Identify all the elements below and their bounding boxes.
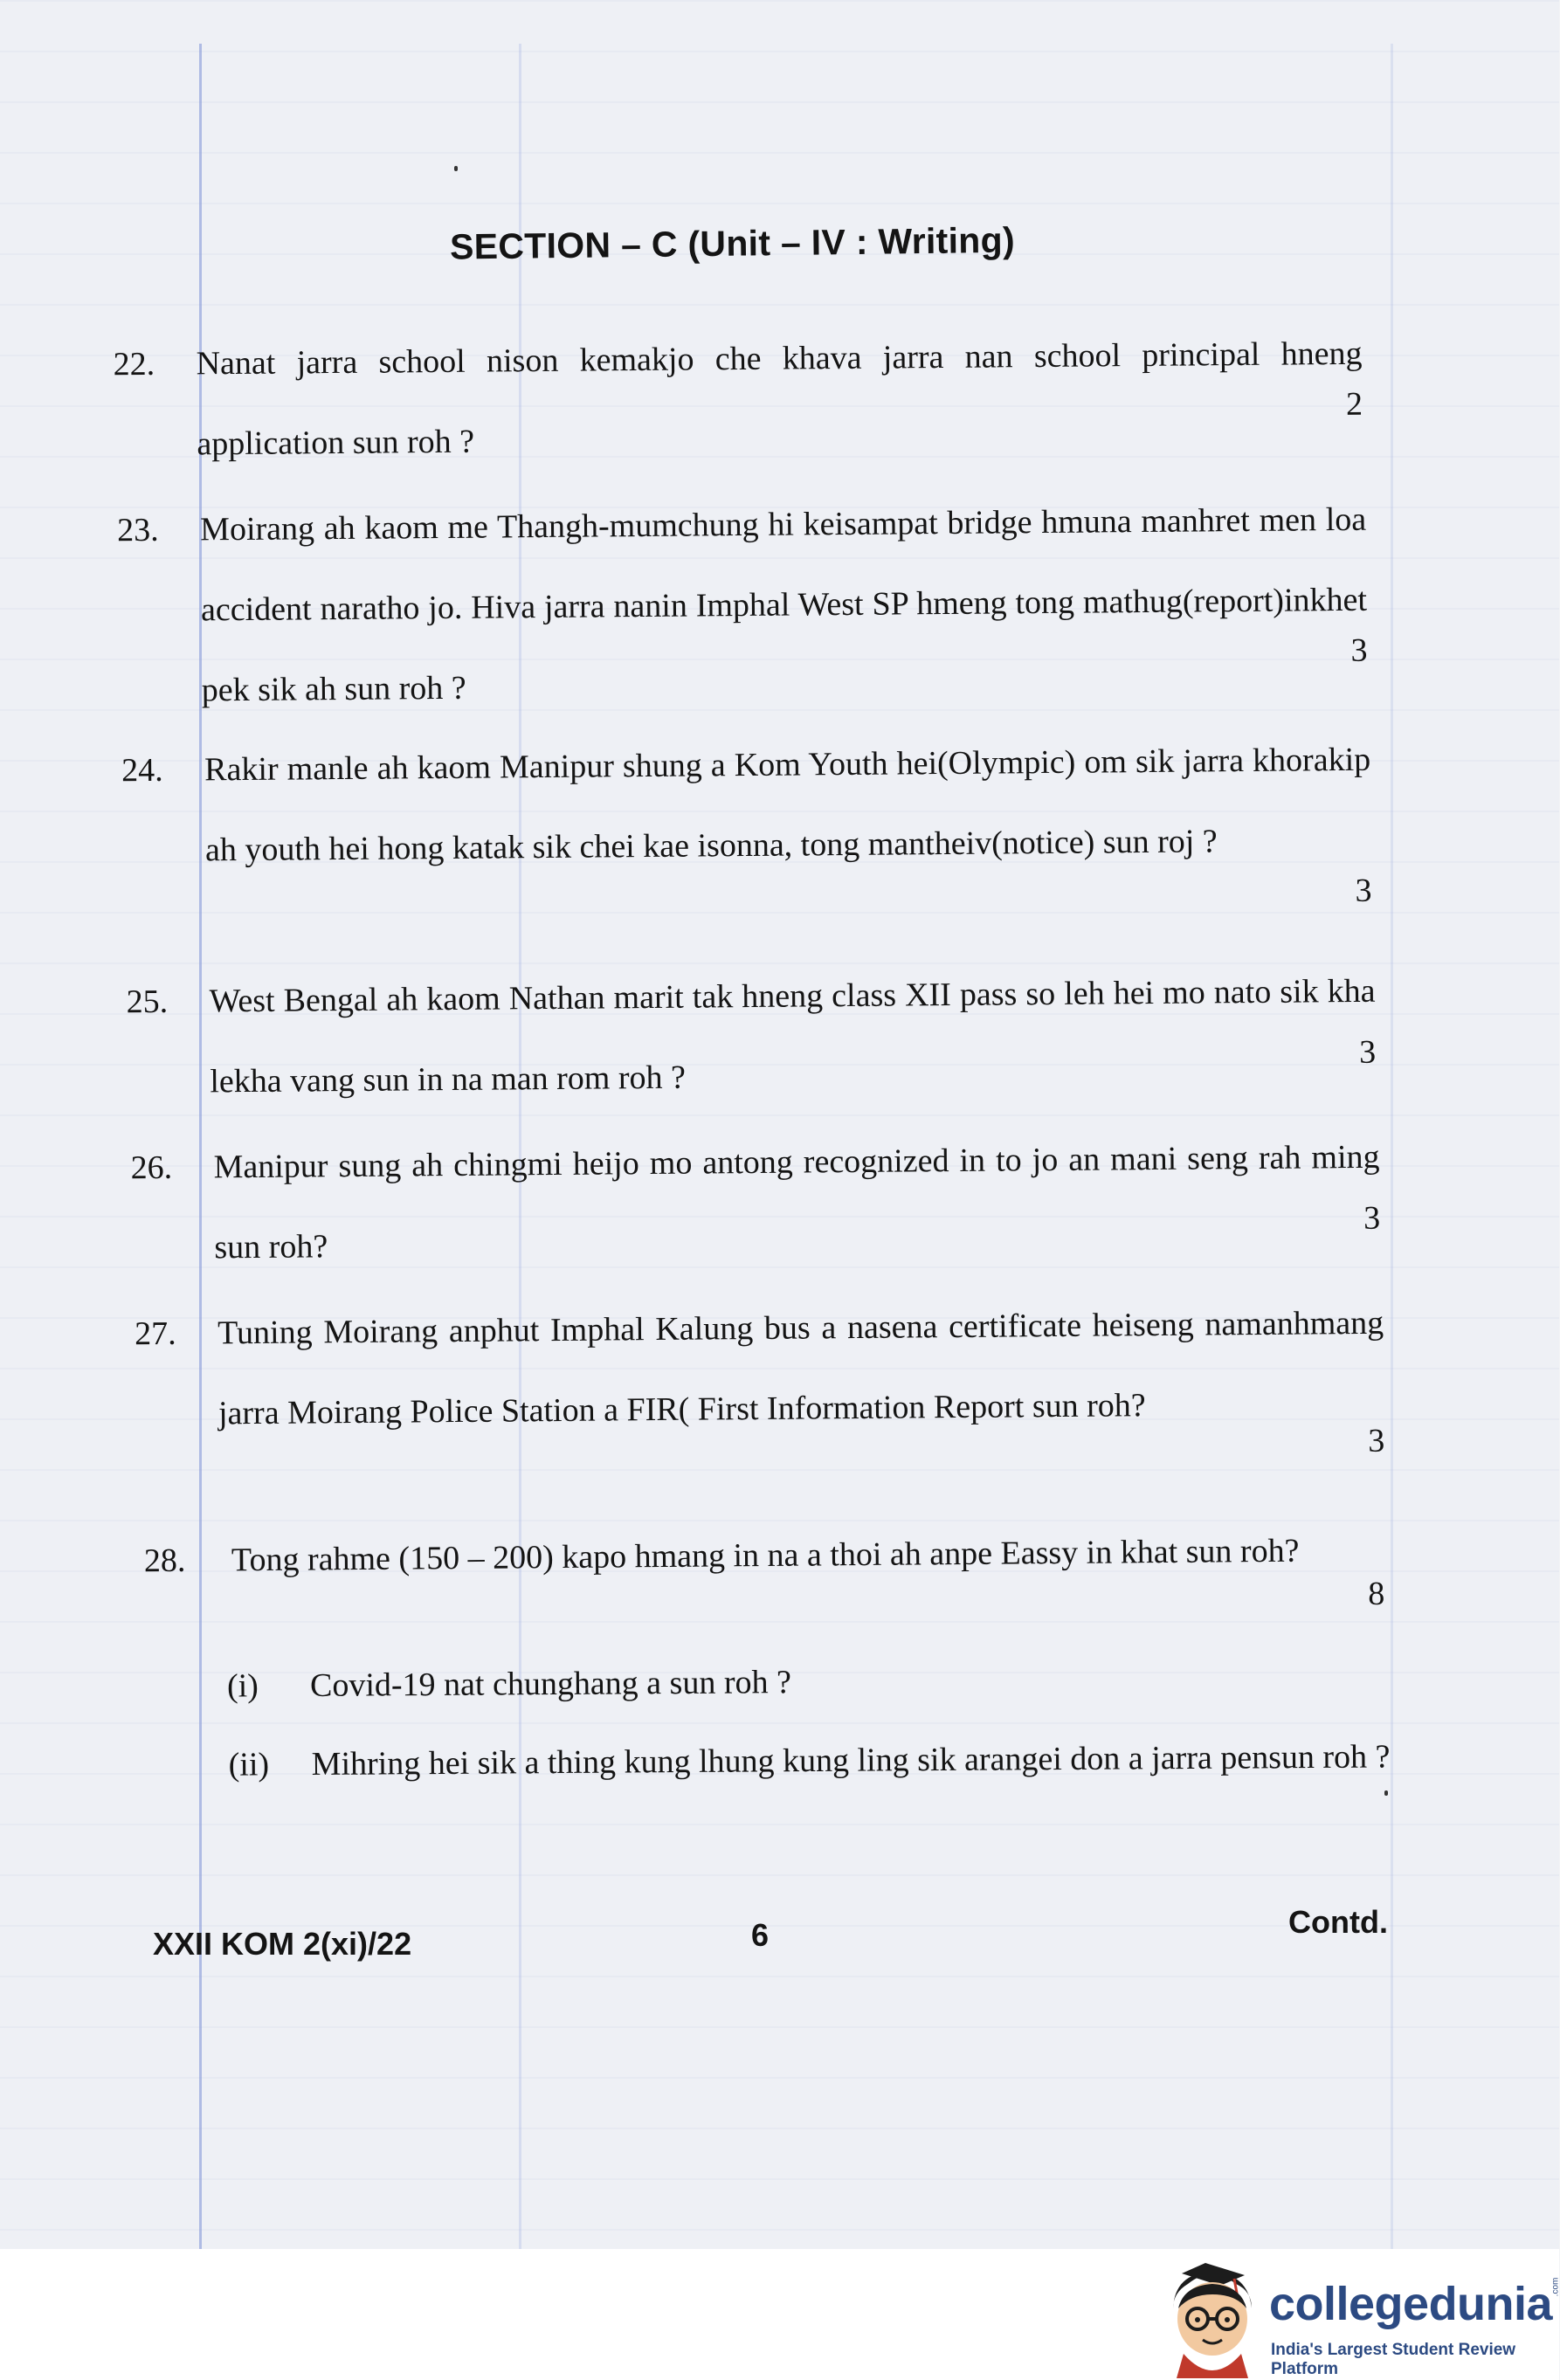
question-number: 26. xyxy=(130,1149,173,1187)
question-28 xyxy=(144,1510,1385,1617)
question-22 xyxy=(113,314,1363,490)
question-marks: 2 xyxy=(1345,385,1363,423)
question-marks: 3 xyxy=(1350,631,1368,669)
question-number: 24. xyxy=(121,751,163,790)
mascot-icon xyxy=(1157,2256,1267,2378)
question-26 xyxy=(130,1117,1381,1293)
page-number: 6 xyxy=(751,1917,770,1953)
option-number: (ii) xyxy=(228,1746,270,1783)
brand-name: collegedunia xyxy=(1269,2278,1553,2330)
question-number: 22. xyxy=(113,345,155,383)
question-number: 28. xyxy=(143,1542,186,1580)
question-number: 27. xyxy=(135,1314,176,1353)
faint-line xyxy=(1391,44,1393,2249)
brand-domain: .com xyxy=(1550,2277,1560,2297)
collegedunia-watermark xyxy=(1157,2249,1559,2380)
question-text: Nanat jarra school nison kemakjo che khava jarra nan school principal hneng application sun roh ? xyxy=(196,335,1363,463)
question-marks: 3 xyxy=(1363,1199,1381,1237)
question-25 xyxy=(126,951,1377,1128)
question-text: West Bengal ah kaom Nathan marit tak hneng class XII pass so leh hei mo nato sik kha lekha vang sun in na man rom roh ? xyxy=(209,972,1376,1100)
question-number: 25. xyxy=(126,983,169,1021)
option-text: Covid-19 nat chunghang a sun roh ? xyxy=(309,1664,792,1704)
option-i xyxy=(227,1638,1381,1726)
question-text: Tong rahme (150 – 200) kapo hmang in na a thoi ah anpe Eassy in khat sun roh? xyxy=(231,1532,1300,1579)
option-text: Mihring hei sik a thing kung lhung kung ling sik arangei don a jarra pensun roh ? xyxy=(311,1738,1391,1783)
question-text: Tuning Moirang anphut Imphal Kalung bus a nasena certificate heiseng namanhmang jarra Moirang Police Station a FIR( First Information Report sun roh? xyxy=(217,1304,1384,1432)
question-text: Moirang ah kaom me Thangh-mumchung hi keisampat bridge hmuna manhret men loa accident naratho jo. Hiva jarra nanin Imphal West SP hmeng tong mathug(report)inkhet pek sik ah sun roh ? xyxy=(200,500,1368,709)
question-23 xyxy=(117,479,1368,735)
question-marks: 3 xyxy=(1355,872,1372,909)
question-27 xyxy=(135,1283,1385,1538)
question-text: Rakir manle ah kaom Manipur shung a Kom Youth hei(Olympic) om sik jarra khorakip ah youth hei hong katak sik chei kae isonna, tong mantheiv(notice) sun roj ? xyxy=(204,741,1371,869)
section-title: SECTION – C (Unit – IV : Writing) xyxy=(449,219,1016,267)
option-number: (i) xyxy=(226,1667,259,1705)
question-number: 23. xyxy=(117,511,159,549)
question-text: Manipur sung ah chingmi heijo mo antong recognized in to jo an mani seng rah ming sun roh? xyxy=(213,1138,1380,1266)
question-marks: 3 xyxy=(1358,1033,1377,1071)
question-marks: 8 xyxy=(1368,1575,1385,1612)
paper-code: XXII KOM 2(xi)/22 xyxy=(153,1926,412,1962)
question-marks: 3 xyxy=(1368,1422,1385,1459)
paper-speck xyxy=(454,166,458,171)
option-ii xyxy=(228,1716,1399,1885)
brand-tagline: India's Largest Student Review Platform xyxy=(1271,2341,1516,2378)
question-24 xyxy=(121,720,1372,975)
continued-label: Contd. xyxy=(1288,1904,1388,1940)
